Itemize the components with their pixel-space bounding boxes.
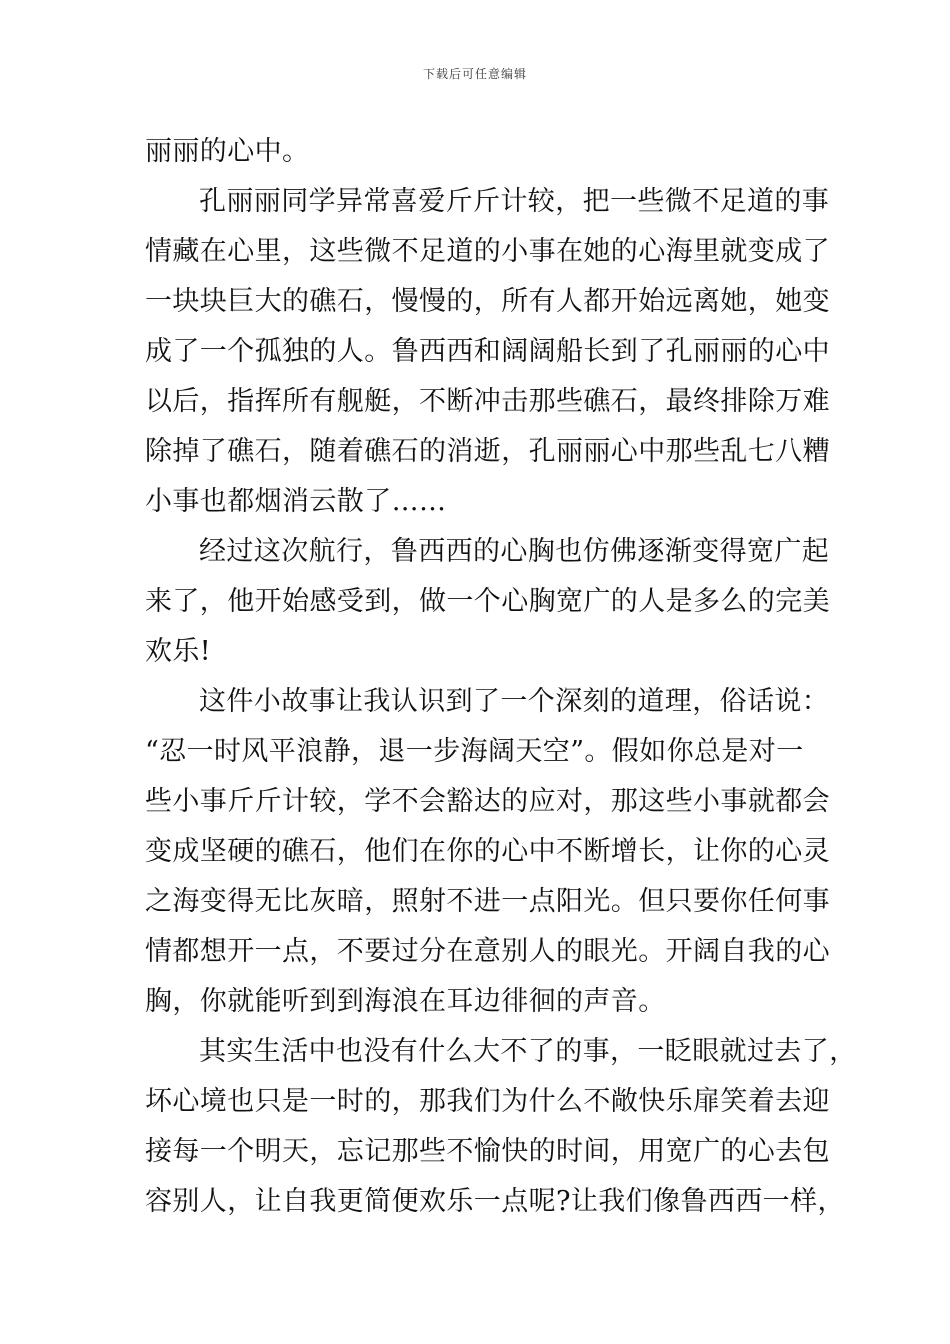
text-line: 丽丽的心中。	[145, 136, 310, 167]
body-text	[145, 127, 857, 1227]
text-line: “忍一时风平浪静，退一步海阔天空”。假如你总是对一	[145, 736, 804, 767]
text-line: 孔丽丽同学异常喜爱斤斤计较，把一些微不足道的事	[199, 186, 830, 217]
page-header: 下载后可任意编辑	[422, 67, 527, 81]
text-line: 情藏在心里，这些微不足道的小事在她的心海里就变成了	[145, 236, 830, 267]
text-line: 除掉了礁石，随着礁石的消逝，孔丽丽心中那些乱七八糟	[145, 436, 830, 467]
text-line: 来了，他开始感受到，做一个心胸宽广的人是多么的完美	[145, 586, 830, 617]
text-line: 经过这次航行，鲁西西的心胸也仿佛逐渐变得宽广起	[199, 536, 830, 567]
text-line: 这件小故事让我认识到了一个深刻的道理，俗话说：	[199, 686, 830, 717]
text-line: 胸，你就能听到到海浪在耳边徘徊的声音。	[145, 986, 666, 1017]
text-line: 变成坚硬的礁石，他们在你的心中不断增长，让你的心灵	[145, 836, 830, 867]
text-line: 一块块巨大的礁石，慢慢的，所有人都开始远离她，她变	[145, 286, 830, 317]
text-line: 欢乐!	[145, 636, 212, 667]
text-line: 小事也都烟消云散了……	[145, 486, 447, 517]
text-line: 些小事斤斤计较，学不会豁达的应对，那这些小事就都会	[145, 786, 830, 817]
text-line: 接每一个明天，忘记那些不愉快的时间，用宽广的心去包	[145, 1136, 830, 1167]
text-line: 坏心境也只是一时的，那我们为什么不敞快乐扉笑着去迎	[145, 1086, 830, 1117]
text-line: 其实生活中也没有什么大不了的事，一眨眼就过去了，	[199, 1036, 857, 1067]
text-line: 成了一个孤独的人。鲁西西和阔阔船长到了孔丽丽的心中	[145, 336, 830, 367]
text-line: 容别人，让自我更简便欢乐一点呢?让我们像鲁西西一样，	[145, 1186, 845, 1217]
text-line: 情都想开一点，不要过分在意别人的眼光。开阔自我的心	[145, 936, 830, 967]
text-line: 以后，指挥所有舰艇，不断冲击那些礁石，最终排除万难	[145, 386, 830, 417]
text-line: 之海变得无比灰暗，照射不进一点阳光。但只要你任何事	[145, 886, 830, 917]
